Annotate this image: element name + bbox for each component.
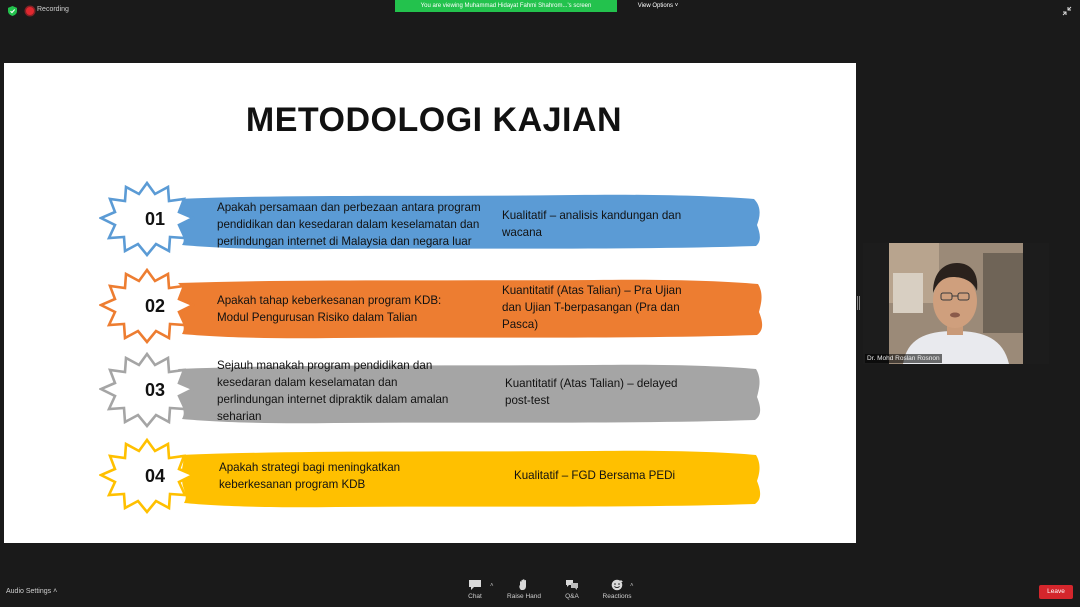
question-line: Modul Pengurusan Risiko dalam Talian <box>217 311 418 324</box>
question-line: perlindungan internet di Malaysia dan negara luar <box>217 235 472 248</box>
exit-fullscreen-icon[interactable] <box>1062 6 1072 16</box>
row-number-4: 04 <box>144 466 166 486</box>
chat-label: Chat <box>468 593 482 600</box>
methodology-row-3 <box>4 351 856 431</box>
qa-label: Q&A <box>565 593 579 600</box>
question-text-1 <box>217 199 481 250</box>
participant-name-label: Dr. Mohd Roslan Rosnon <box>867 355 940 362</box>
chevron-up-icon: ˄ <box>53 588 58 595</box>
audio-settings-button[interactable] <box>6 588 57 595</box>
question-text-2 <box>217 292 441 326</box>
question-line: Apakah strategi bagi meningkatkan <box>219 461 401 474</box>
method-line: wacana <box>502 226 542 239</box>
method-text-2 <box>502 282 682 333</box>
row-number-3: 03 <box>144 380 166 400</box>
method-line: Pasca) <box>502 318 539 331</box>
slide-title: METODOLOGI KAJIAN <box>245 101 623 139</box>
chevron-down-icon: ˅ <box>674 3 679 9</box>
reactions-smiley-icon <box>610 579 624 591</box>
reactions-label: Reactions <box>602 593 632 600</box>
question-line: keberkesanan program KDB <box>219 478 366 491</box>
meeting-top-bar <box>0 0 1080 22</box>
question-line: kesedaran dalam keselamatan dan <box>217 376 398 389</box>
question-line: Apakah tahap keberkesanan program KDB: <box>217 294 442 307</box>
participant-video-image <box>863 243 1049 364</box>
method-text-1 <box>502 207 681 241</box>
participant-video-tile[interactable] <box>863 243 1049 364</box>
leave-button[interactable]: Leave <box>1039 585 1073 599</box>
raise-hand-icon <box>517 579 531 591</box>
chat-icon <box>468 579 482 591</box>
question-text-3 <box>217 357 448 425</box>
question-line: Apakah persamaan dan perbezaan antara program <box>217 201 481 214</box>
view-options-label: View Options <box>637 3 674 9</box>
recording-indicator-icon <box>26 7 34 15</box>
methodology-row-1 <box>4 181 856 257</box>
screen-share-banner: You are viewing Muhammad Hidayat Fahmi Shahrom...'s screen <box>395 0 617 12</box>
method-line: Kuantitatif (Atas Talian) – Pra Ujian <box>502 284 682 297</box>
methodology-row-2 <box>4 266 856 346</box>
question-line: Sejauh manakah program pendidikan dan <box>217 359 433 372</box>
method-line: Kualitatif – analisis kandungan dan <box>502 209 682 222</box>
qa-icon <box>565 579 579 591</box>
question-line: seharian <box>217 410 262 423</box>
raise-hand-label: Raise Hand <box>507 593 541 600</box>
security-shield-icon[interactable] <box>8 6 17 16</box>
method-line: Kualitatif – FGD Bersama PEDi <box>514 469 676 482</box>
meeting-controls-bar <box>0 575 1080 607</box>
audio-settings-label: Audio Settings <box>6 588 52 595</box>
chat-options-chevron-up-icon[interactable]: ˄ <box>490 583 494 589</box>
reactions-options-chevron-up-icon[interactable]: ˄ <box>630 583 634 589</box>
recording-label: Recording <box>37 6 69 13</box>
question-text-4 <box>219 459 400 493</box>
method-line: Kuantitatif (Atas Talian) – delayed <box>505 377 678 390</box>
question-line: perlindungan internet dipraktik dalam amalan <box>217 393 449 406</box>
panel-resize-handle[interactable] <box>857 296 860 310</box>
method-line: post-test <box>505 394 550 407</box>
view-options-button[interactable] <box>627 0 689 12</box>
chat-button[interactable] <box>455 579 495 600</box>
raise-hand-button[interactable] <box>504 579 544 600</box>
method-line: dan Ujian T-berpasangan (Pra dan <box>502 301 680 314</box>
shared-screen-slide <box>4 63 856 543</box>
qa-button[interactable] <box>552 579 592 600</box>
methodology-row-4 <box>4 435 856 517</box>
question-line: pendidikan dan kesedaran dalam keselamatan dan <box>217 218 480 231</box>
method-text-3 <box>505 375 678 409</box>
row-number-1: 01 <box>144 209 166 229</box>
row-number-2: 02 <box>144 296 166 316</box>
method-text-4 <box>514 467 675 484</box>
